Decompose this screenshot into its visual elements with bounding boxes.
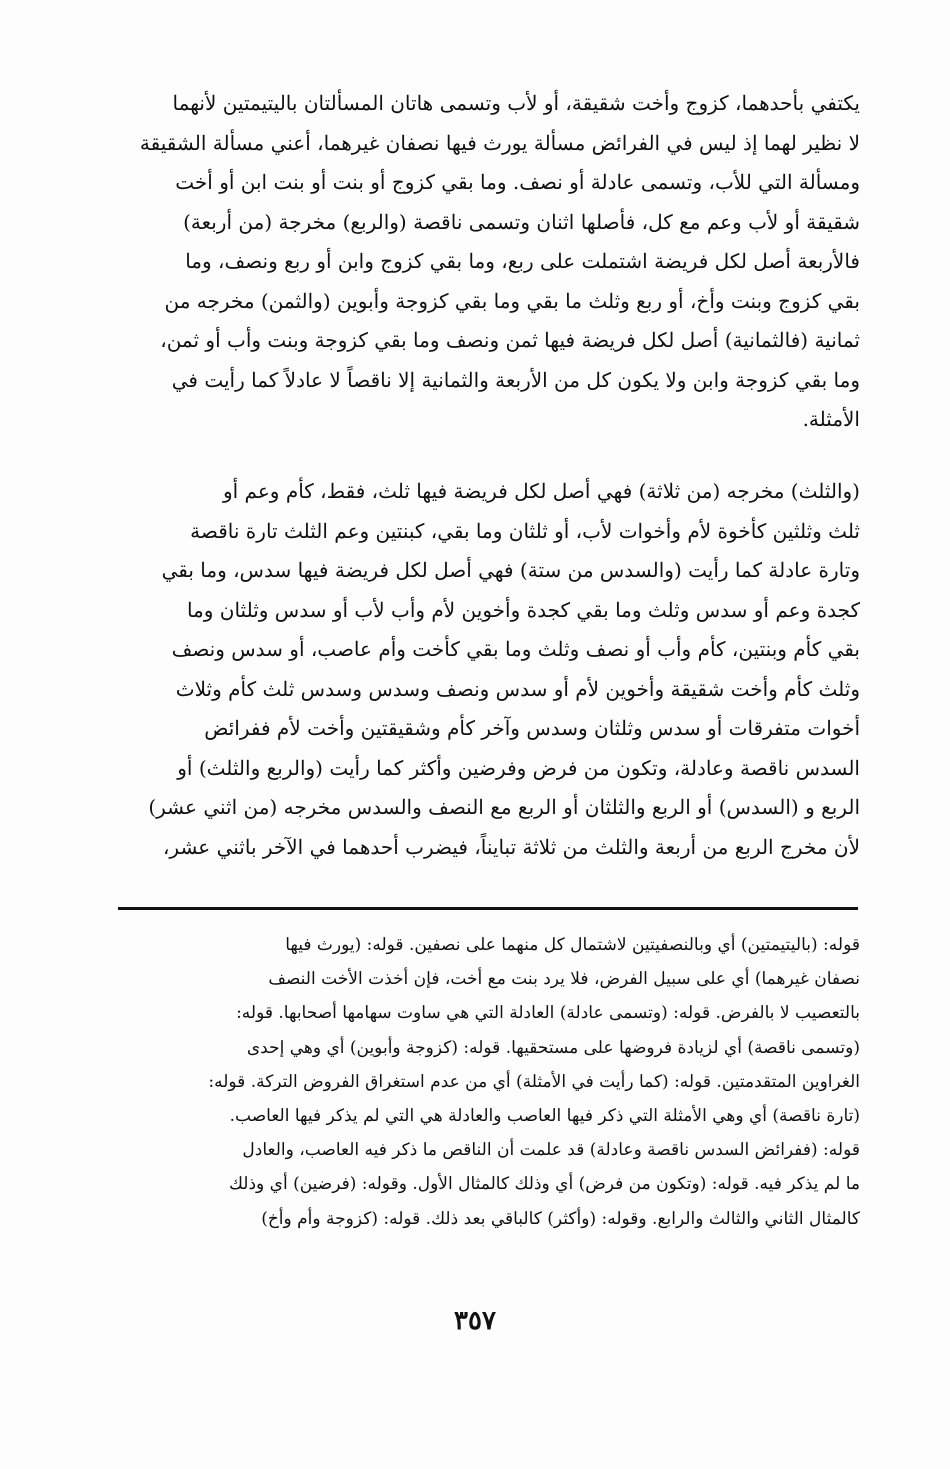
- text-line: ثمانية (فالثمانية) أصل لكل فريضة فيها ثمن ونصف وما بقي كزوجة وبنت وأب أو ثمن،: [160, 328, 860, 352]
- text-line: بقي كأم وبنتين، كأم وأب أو نصف وثلث وما بقي كأخت وأم عاصب، أو سدس ونصف: [171, 637, 860, 661]
- text-line: ثلث وثلثين كأخوة لأم وأخوات لأب، أو ثلثان وما بقي، كبنتين وعم الثلث تارة ناقصة: [190, 518, 860, 543]
- footnote-line: كالمثال الثاني والثالث والرابع. وقوله: (وأكثر) كالباقي بعد ذلك. قوله: (كزوجة وأم وأخ): [261, 1208, 860, 1229]
- main-paragraph-2: [100, 472, 860, 867]
- footnote-divider: [118, 907, 858, 910]
- footnote-line: قوله: (باليتيمتين) أي وبالنصفيتين لاشتمال كل منهما على نصفين. قوله: (يورث فيها: [285, 935, 860, 955]
- text-line: وما بقي كزوجة وابن ولا يكون كل من الأربعة والثمانية إلا ناقصاً لا عادلاً كما رأيت في: [171, 367, 860, 392]
- footnote-line: الغراوين المتقدمتين. قوله: (كما رأيت في الأمثلة) أي من عدم استغراق الفروض التركة. قوله:: [208, 1071, 860, 1092]
- text-line: بقي كزوج وبنت وأخ، أو ربع وثلث ما بقي وما بقي كزوجة وأبوين (والثمن) مخرجه من: [164, 288, 860, 313]
- text-line: أخوات متفرقات أو سدس وثلثان وسدس وآخر كأم وشقيقتين وأخت لأم ففرائض: [204, 716, 860, 740]
- footnote-line: قوله: (ففرائض السدس ناقصة وعادلة) قد علمت أن الناقص ما ذكر فيه العاصب، والعادل: [242, 1140, 860, 1161]
- footnote-line: (تارة ناقصة) أي وهي الأمثلة التي ذكر فيها العاصب والعادلة هي التي لم يذكر فيها العاصب.: [229, 1106, 860, 1127]
- page-number: ٣٥٧: [454, 1306, 496, 1336]
- text-line: (والثلث) مخرجه (من ثلاثة) فهي أصل لكل فريضة فيها ثلث، فقط، كأم وعم أو: [222, 479, 860, 503]
- text-line: ومسألة التي للأب، وتسمى عادلة أو نصف. وما بقي كزوج أو بنت أو بنت ابن أو أخت: [175, 170, 860, 194]
- text-line: لا نظير لهما إذ ليس في الفرائض مسألة يورث فيها نصفان غيرهما، أعني مسألة الشقيقة: [139, 130, 860, 155]
- text-line: شقيقة أو لأب وعم مع كل، فأصلها اثنان وتسمى ناقصة (والربع) مخرجة (من أربعة): [183, 209, 860, 234]
- text-line: يكتفي بأحدهما، كزوج وأخت شقيقة، أو لأب وتسمى هاتان المسألتان باليتيمتين لأنهما: [172, 91, 860, 115]
- text-line: كجدة وعم أو سدس وثلث وما بقي كجدة وأخوين لأم وأب لأب أو سدس وثلثان وما: [186, 597, 860, 622]
- text-line: السدس ناقصة وعادلة، وتكون من فرض وفرضين وأكثر كما رأيت (والربع والثلث) أو: [177, 755, 860, 780]
- footnote-line: ما لم يذكر فيه. قوله: (وتكون من فرض) أي وذلك كالمثال الأول. وقوله: (فرضين) أي وذلك: [228, 1174, 860, 1195]
- footnotes-section: [100, 928, 860, 1236]
- text-line: الأمثلة.: [802, 407, 860, 431]
- main-paragraph-1: [100, 84, 860, 440]
- footnote-line: نصفان غيرهما) أي على سبيل الفرض، فلا يرد بنت مع أخت، فإن أخذت الأخت النصف: [268, 969, 860, 990]
- text-line: وتارة عادلة كما رأيت (والسدس من ستة) فهي أصل لكل فريضة فيها سدس، وما بقي: [161, 558, 860, 582]
- footnote-line: (وتسمى ناقصة) أي لزيادة فروضها على مستحقيها. قوله: (كزوجة وأبوين) أي وهي إحدى: [246, 1037, 860, 1058]
- footnote-line: بالتعصيب لا بالفرض. قوله: (وتسمى عادلة) العادلة التي هي ساوت سهامها أصحابها. قوله:: [236, 1003, 860, 1024]
- text-line: فالأربعة أصل لكل فريضة اشتملت على ربع، وما بقي كزوج وابن أو ربع ونصف، وما: [185, 249, 860, 273]
- text-line: لأن مخرج الربع من أربعة والثلث من ثلاثة تبايناً، فيضرب أحدهما في الآخر باثني عشر،: [162, 834, 860, 859]
- text-line: وثلث كأم وأخت شقيقة وأخوين لأم أو سدس ونصف وسدس وسدس ثلث كأم وثلاث: [175, 676, 860, 701]
- text-line: الربع و (السدس) أو الربع والثلثان أو الربع مع النصف والسدس مخرجه (من اثني عشر): [148, 795, 860, 819]
